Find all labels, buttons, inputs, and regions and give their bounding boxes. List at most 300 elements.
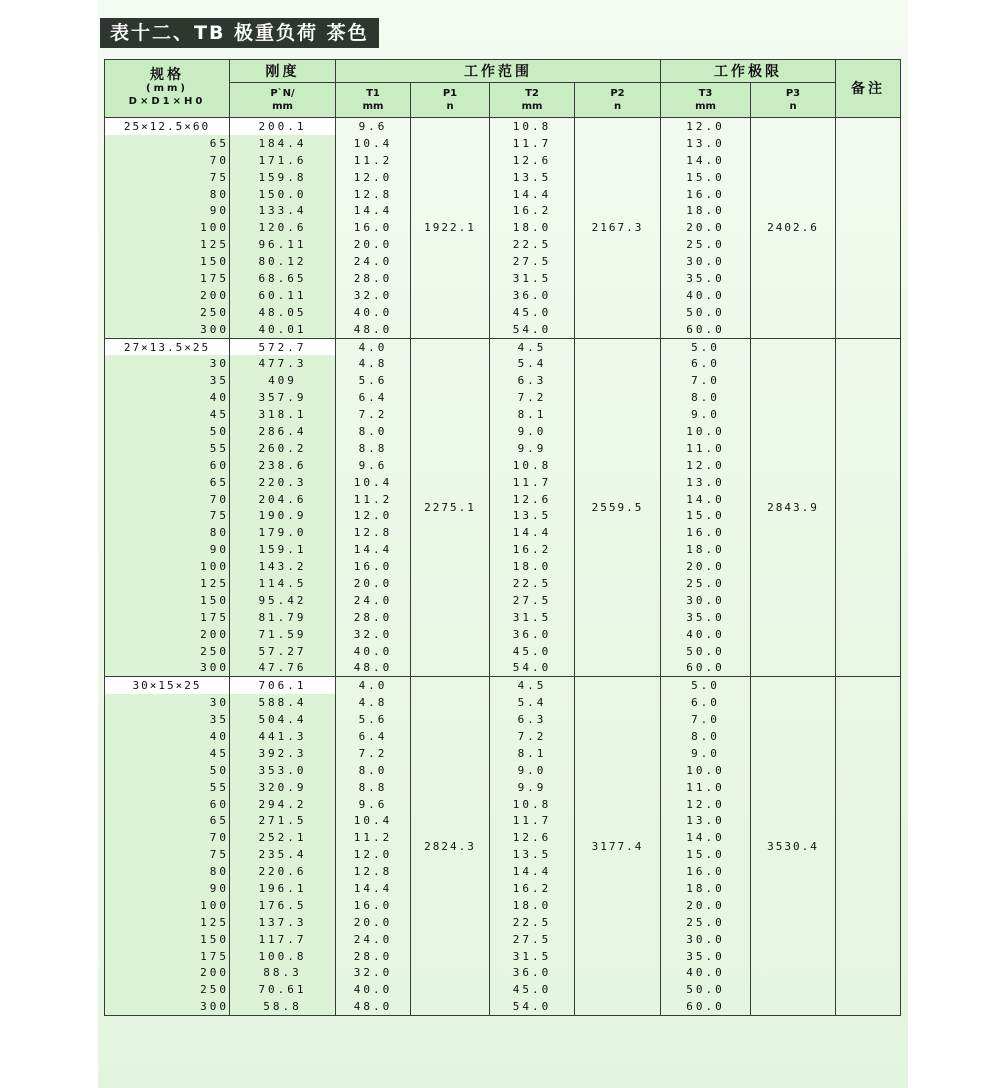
rate-cell: 184.4 <box>230 135 336 152</box>
t3-cell: 18.0 <box>661 880 751 897</box>
rate-cell: 357.9 <box>230 389 336 406</box>
t2-cell: 8.1 <box>490 406 575 423</box>
p2-label: P2 <box>610 88 625 99</box>
t3-cell: 8.0 <box>661 389 751 406</box>
rate-cell: 706.1 <box>230 677 336 694</box>
t2-unit: mm <box>521 101 543 112</box>
rate-cell: 220.3 <box>230 474 336 491</box>
t3-cell: 50.0 <box>661 643 751 660</box>
t1-unit: mm <box>362 101 384 112</box>
p3-cell: 2843.9 <box>751 338 836 677</box>
t2-cell: 6.3 <box>490 711 575 728</box>
t1-cell: 12.8 <box>336 186 411 203</box>
t1-cell: 7.2 <box>336 745 411 762</box>
t1-cell: 28.0 <box>336 609 411 626</box>
p3-cell: 3530.4 <box>751 677 836 1016</box>
t3-cell: 40.0 <box>661 965 751 982</box>
size-cell: 90 <box>105 880 230 897</box>
t2-cell: 9.0 <box>490 762 575 779</box>
size-cell: 300 <box>105 998 230 1015</box>
t3-cell: 6.0 <box>661 694 751 711</box>
rate-cell: 441.3 <box>230 728 336 745</box>
t1-cell: 8.8 <box>336 440 411 457</box>
rate-cell: 271.5 <box>230 813 336 830</box>
rate-cell: 588.4 <box>230 694 336 711</box>
t1-cell: 9.6 <box>336 118 411 135</box>
rate-cell: 190.9 <box>230 507 336 524</box>
t1-cell: 16.0 <box>336 219 411 236</box>
work-limit-header: 工作极限 <box>661 60 836 83</box>
rate-cell: 294.2 <box>230 796 336 813</box>
t2-cell: 10.8 <box>490 457 575 474</box>
t1-cell: 48.0 <box>336 660 411 677</box>
size-cell: 300 <box>105 321 230 338</box>
p2-cell: 3177.4 <box>575 677 661 1016</box>
t1-cell: 5.6 <box>336 372 411 389</box>
t1-cell: 20.0 <box>336 914 411 931</box>
t1-cell: 48.0 <box>336 998 411 1015</box>
size-cell: 25×12.5×60 <box>105 118 230 135</box>
size-cell: 150 <box>105 592 230 609</box>
size-cell: 65 <box>105 813 230 830</box>
t2-cell: 54.0 <box>490 998 575 1015</box>
size-cell: 70 <box>105 152 230 169</box>
t1-cell: 16.0 <box>336 897 411 914</box>
rate-cell: 196.1 <box>230 880 336 897</box>
t1-cell: 8.8 <box>336 779 411 796</box>
rate-cell: 96.11 <box>230 236 336 253</box>
t3-cell: 6.0 <box>661 355 751 372</box>
t1-cell: 6.4 <box>336 728 411 745</box>
t2-cell: 9.9 <box>490 440 575 457</box>
t3-cell: 18.0 <box>661 541 751 558</box>
rate-cell: 81.79 <box>230 609 336 626</box>
t1-cell: 40.0 <box>336 304 411 321</box>
t1-cell: 28.0 <box>336 270 411 287</box>
t3-cell: 20.0 <box>661 897 751 914</box>
t3-cell: 25.0 <box>661 914 751 931</box>
rate-cell: 200.1 <box>230 118 336 135</box>
t2-cell: 27.5 <box>490 253 575 270</box>
rate-cell: 88.3 <box>230 965 336 982</box>
rate-cell: 159.8 <box>230 169 336 186</box>
t1-cell: 10.4 <box>336 135 411 152</box>
rate-cell: 150.0 <box>230 186 336 203</box>
size-cell: 40 <box>105 728 230 745</box>
t1-cell: 40.0 <box>336 981 411 998</box>
t2-cell: 5.4 <box>490 694 575 711</box>
t3-header <box>661 83 751 118</box>
t1-cell: 10.4 <box>336 474 411 491</box>
t3-cell: 14.0 <box>661 491 751 508</box>
p1-unit: n <box>446 101 454 112</box>
t2-header <box>490 83 575 118</box>
t1-cell: 11.2 <box>336 491 411 508</box>
t3-cell: 40.0 <box>661 287 751 304</box>
size-cell: 55 <box>105 779 230 796</box>
rate-cell: 80.12 <box>230 253 336 270</box>
t1-cell: 7.2 <box>336 406 411 423</box>
t2-cell: 14.4 <box>490 524 575 541</box>
t3-cell: 25.0 <box>661 575 751 592</box>
size-cell: 200 <box>105 287 230 304</box>
t2-cell: 31.5 <box>490 609 575 626</box>
t3-cell: 7.0 <box>661 711 751 728</box>
t3-cell: 15.0 <box>661 846 751 863</box>
size-cell: 30 <box>105 355 230 372</box>
t1-cell: 24.0 <box>336 592 411 609</box>
rate-cell: 159.1 <box>230 541 336 558</box>
t1-cell: 12.0 <box>336 846 411 863</box>
size-cell: 125 <box>105 575 230 592</box>
rate-unit-b: mm <box>272 101 293 112</box>
size-cell: 60 <box>105 457 230 474</box>
t3-cell: 50.0 <box>661 304 751 321</box>
size-cell: 250 <box>105 304 230 321</box>
note-cell <box>836 338 901 677</box>
t1-cell: 14.4 <box>336 541 411 558</box>
note-cell <box>836 118 901 339</box>
size-cell: 125 <box>105 914 230 931</box>
size-cell: 50 <box>105 762 230 779</box>
t3-cell: 40.0 <box>661 626 751 643</box>
size-cell: 60 <box>105 796 230 813</box>
rate-cell: 120.6 <box>230 219 336 236</box>
t2-cell: 7.2 <box>490 389 575 406</box>
t1-cell: 11.2 <box>336 829 411 846</box>
t2-cell: 6.3 <box>490 372 575 389</box>
t3-cell: 9.0 <box>661 406 751 423</box>
t1-cell: 28.0 <box>336 948 411 965</box>
t2-cell: 22.5 <box>490 914 575 931</box>
t3-cell: 13.0 <box>661 474 751 491</box>
t2-cell: 5.4 <box>490 355 575 372</box>
t3-cell: 5.0 <box>661 338 751 355</box>
t3-cell: 50.0 <box>661 981 751 998</box>
table-row <box>105 338 901 355</box>
t1-cell: 8.0 <box>336 423 411 440</box>
p1-cell: 1922.1 <box>411 118 490 339</box>
size-cell: 27×13.5×25 <box>105 338 230 355</box>
size-cell: 100 <box>105 897 230 914</box>
t2-cell: 36.0 <box>490 965 575 982</box>
t3-cell: 12.0 <box>661 796 751 813</box>
t1-cell: 6.4 <box>336 389 411 406</box>
rate-cell: 114.5 <box>230 575 336 592</box>
t1-cell: 12.8 <box>336 863 411 880</box>
p3-label: P3 <box>785 88 801 99</box>
rate-cell: 286.4 <box>230 423 336 440</box>
t3-cell: 20.0 <box>661 558 751 575</box>
rate-cell: 320.9 <box>230 779 336 796</box>
t3-cell: 10.0 <box>661 423 751 440</box>
t3-cell: 30.0 <box>661 592 751 609</box>
note-cell <box>836 677 901 1016</box>
t3-cell: 25.0 <box>661 236 751 253</box>
t1-cell: 9.6 <box>336 796 411 813</box>
size-header-unit: (mm) <box>146 83 188 94</box>
t2-cell: 54.0 <box>490 660 575 677</box>
t3-cell: 12.0 <box>661 118 751 135</box>
rate-cell: 220.6 <box>230 863 336 880</box>
t3-cell: 7.0 <box>661 372 751 389</box>
t3-cell: 20.0 <box>661 219 751 236</box>
t2-cell: 22.5 <box>490 575 575 592</box>
size-cell: 100 <box>105 558 230 575</box>
size-header-formula: D×D1×H0 <box>128 96 206 107</box>
rate-cell: 204.6 <box>230 491 336 508</box>
t3-cell: 35.0 <box>661 609 751 626</box>
t2-cell: 36.0 <box>490 626 575 643</box>
t1-cell: 8.0 <box>336 762 411 779</box>
t2-cell: 14.4 <box>490 863 575 880</box>
size-cell: 150 <box>105 253 230 270</box>
t1-cell: 24.0 <box>336 931 411 948</box>
rate-cell: 60.11 <box>230 287 336 304</box>
size-cell: 90 <box>105 202 230 219</box>
p2-cell: 2559.5 <box>575 338 661 677</box>
t3-cell: 13.0 <box>661 813 751 830</box>
t3-cell: 10.0 <box>661 762 751 779</box>
work-range-header: 工作范围 <box>336 60 661 83</box>
t2-cell: 11.7 <box>490 813 575 830</box>
t2-cell: 10.8 <box>490 118 575 135</box>
p2-unit: n <box>613 101 622 112</box>
table-title: 表十二、TB 极重负荷 茶色 <box>100 18 379 48</box>
size-cell: 175 <box>105 948 230 965</box>
t1-cell: 14.4 <box>336 202 411 219</box>
size-cell: 30×15×25 <box>105 677 230 694</box>
t1-cell: 14.4 <box>336 880 411 897</box>
p3-cell: 2402.6 <box>751 118 836 339</box>
rate-cell: 572.7 <box>230 338 336 355</box>
t1-cell: 12.0 <box>336 169 411 186</box>
t3-cell: 16.0 <box>661 186 751 203</box>
rate-cell: 409 <box>230 372 336 389</box>
t3-cell: 14.0 <box>661 829 751 846</box>
t1-cell: 10.4 <box>336 813 411 830</box>
t2-cell: 4.5 <box>490 338 575 355</box>
size-cell: 80 <box>105 186 230 203</box>
rate-unit-header <box>230 83 336 118</box>
size-header-label: 规格 <box>150 67 184 83</box>
t2-cell: 9.0 <box>490 423 575 440</box>
t3-unit: mm <box>695 101 716 112</box>
t3-label: T3 <box>698 88 713 99</box>
t1-cell: 4.0 <box>336 677 411 694</box>
t3-cell: 60.0 <box>661 660 751 677</box>
table-row <box>105 118 901 135</box>
t1-cell: 40.0 <box>336 643 411 660</box>
t1-cell: 32.0 <box>336 287 411 304</box>
t2-cell: 18.0 <box>490 558 575 575</box>
rate-cell: 318.1 <box>230 406 336 423</box>
rate-cell: 252.1 <box>230 829 336 846</box>
t3-cell: 8.0 <box>661 728 751 745</box>
t3-cell: 60.0 <box>661 998 751 1015</box>
t3-cell: 13.0 <box>661 135 751 152</box>
spring-spec-table <box>104 59 901 1016</box>
t2-cell: 7.2 <box>490 728 575 745</box>
t2-cell: 12.6 <box>490 152 575 169</box>
t1-cell: 9.6 <box>336 457 411 474</box>
size-cell: 75 <box>105 507 230 524</box>
size-cell: 80 <box>105 863 230 880</box>
t1-cell: 20.0 <box>336 236 411 253</box>
rate-cell: 117.7 <box>230 931 336 948</box>
t1-cell: 12.8 <box>336 524 411 541</box>
size-cell: 125 <box>105 236 230 253</box>
t2-cell: 13.5 <box>490 846 575 863</box>
t3-cell: 12.0 <box>661 457 751 474</box>
size-cell: 175 <box>105 609 230 626</box>
size-cell: 200 <box>105 626 230 643</box>
rate-cell: 179.0 <box>230 524 336 541</box>
t2-cell: 10.8 <box>490 796 575 813</box>
rate-cell: 57.27 <box>230 643 336 660</box>
rate-cell: 70.61 <box>230 981 336 998</box>
rate-cell: 47.76 <box>230 660 336 677</box>
t2-cell: 45.0 <box>490 643 575 660</box>
t2-cell: 11.7 <box>490 135 575 152</box>
rate-cell: 143.2 <box>230 558 336 575</box>
size-cell: 80 <box>105 524 230 541</box>
size-cell: 250 <box>105 981 230 998</box>
rate-cell: 137.3 <box>230 914 336 931</box>
t2-cell: 18.0 <box>490 897 575 914</box>
t1-cell: 16.0 <box>336 558 411 575</box>
note-header: 备注 <box>836 60 901 118</box>
t2-cell: 12.6 <box>490 829 575 846</box>
t2-cell: 31.5 <box>490 948 575 965</box>
size-cell: 45 <box>105 745 230 762</box>
size-cell: 35 <box>105 372 230 389</box>
rate-cell: 40.01 <box>230 321 336 338</box>
table-header <box>105 60 901 118</box>
t1-cell: 11.2 <box>336 152 411 169</box>
t2-cell: 45.0 <box>490 981 575 998</box>
size-cell: 40 <box>105 389 230 406</box>
rate-cell: 100.8 <box>230 948 336 965</box>
t3-cell: 30.0 <box>661 253 751 270</box>
t2-cell: 14.4 <box>490 186 575 203</box>
size-cell: 70 <box>105 491 230 508</box>
size-cell: 55 <box>105 440 230 457</box>
t3-cell: 35.0 <box>661 270 751 287</box>
size-cell: 65 <box>105 474 230 491</box>
size-cell: 250 <box>105 643 230 660</box>
size-cell: 200 <box>105 965 230 982</box>
t1-cell: 32.0 <box>336 965 411 982</box>
size-cell: 65 <box>105 135 230 152</box>
rate-cell: 176.5 <box>230 897 336 914</box>
spec-group <box>105 118 901 339</box>
t2-cell: 22.5 <box>490 236 575 253</box>
size-cell: 75 <box>105 169 230 186</box>
size-cell: 175 <box>105 270 230 287</box>
rate-cell: 238.6 <box>230 457 336 474</box>
size-cell: 300 <box>105 660 230 677</box>
p3-unit: n <box>789 101 797 112</box>
t2-cell: 8.1 <box>490 745 575 762</box>
t3-cell: 16.0 <box>661 863 751 880</box>
size-cell: 100 <box>105 219 230 236</box>
rate-cell: 353.0 <box>230 762 336 779</box>
t3-cell: 11.0 <box>661 440 751 457</box>
spec-group <box>105 677 901 1016</box>
t3-cell: 16.0 <box>661 524 751 541</box>
p1-cell: 2275.1 <box>411 338 490 677</box>
rate-cell: 171.6 <box>230 152 336 169</box>
spec-group <box>105 338 901 677</box>
t2-cell: 54.0 <box>490 321 575 338</box>
t2-cell: 45.0 <box>490 304 575 321</box>
rate-cell: 260.2 <box>230 440 336 457</box>
size-cell: 45 <box>105 406 230 423</box>
t3-cell: 14.0 <box>661 152 751 169</box>
t3-cell: 11.0 <box>661 779 751 796</box>
p1-header <box>411 83 490 118</box>
t3-cell: 15.0 <box>661 507 751 524</box>
size-cell: 75 <box>105 846 230 863</box>
t3-cell: 9.0 <box>661 745 751 762</box>
rate-cell: 477.3 <box>230 355 336 372</box>
p1-label: P1 <box>442 88 458 99</box>
t2-cell: 16.2 <box>490 202 575 219</box>
rate-cell: 71.59 <box>230 626 336 643</box>
t2-cell: 31.5 <box>490 270 575 287</box>
rate-cell: 392.3 <box>230 745 336 762</box>
t1-cell: 5.6 <box>336 711 411 728</box>
rate-cell: 68.65 <box>230 270 336 287</box>
rate-cell: 48.05 <box>230 304 336 321</box>
p1-cell: 2824.3 <box>411 677 490 1016</box>
t3-cell: 30.0 <box>661 931 751 948</box>
size-cell: 90 <box>105 541 230 558</box>
t1-cell: 4.8 <box>336 694 411 711</box>
rate-cell: 504.4 <box>230 711 336 728</box>
t1-label: T1 <box>366 88 380 99</box>
t2-cell: 16.2 <box>490 541 575 558</box>
size-cell: 30 <box>105 694 230 711</box>
size-cell: 35 <box>105 711 230 728</box>
t3-cell: 15.0 <box>661 169 751 186</box>
rate-cell: 95.42 <box>230 592 336 609</box>
size-cell: 50 <box>105 423 230 440</box>
t3-cell: 5.0 <box>661 677 751 694</box>
t2-label: T2 <box>525 88 539 99</box>
t2-cell: 27.5 <box>490 931 575 948</box>
t1-cell: 12.0 <box>336 507 411 524</box>
t2-cell: 12.6 <box>490 491 575 508</box>
p2-cell: 2167.3 <box>575 118 661 339</box>
t3-cell: 18.0 <box>661 202 751 219</box>
t1-cell: 4.0 <box>336 338 411 355</box>
t2-cell: 4.5 <box>490 677 575 694</box>
t1-cell: 4.8 <box>336 355 411 372</box>
t2-cell: 16.2 <box>490 880 575 897</box>
t2-cell: 9.9 <box>490 779 575 796</box>
t1-cell: 48.0 <box>336 321 411 338</box>
size-header <box>105 60 230 118</box>
t2-cell: 27.5 <box>490 592 575 609</box>
p3-header <box>751 83 836 118</box>
t1-cell: 20.0 <box>336 575 411 592</box>
t2-cell: 18.0 <box>490 219 575 236</box>
size-cell: 150 <box>105 931 230 948</box>
t1-header <box>336 83 411 118</box>
t2-cell: 11.7 <box>490 474 575 491</box>
